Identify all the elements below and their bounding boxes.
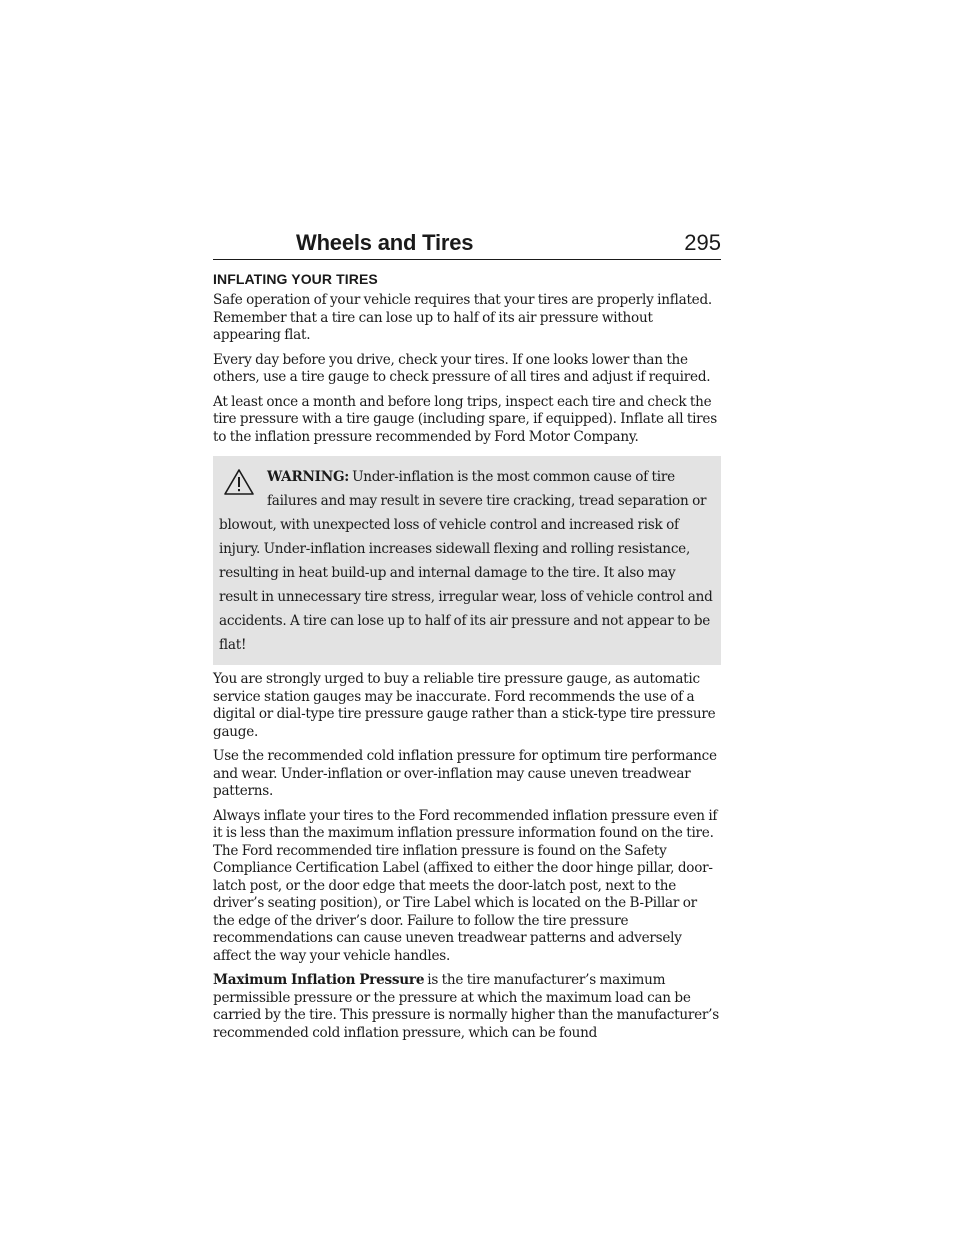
- warning-label: WARNING:: [267, 469, 350, 485]
- warning-box: [213, 456, 721, 665]
- paragraph-maximum-inflation: [213, 972, 721, 1042]
- page-number: 295: [684, 230, 721, 255]
- paragraph-monthly-check: At least once a month and before long trips, inspect each tire and check the tire pressure with a tire gauge (including spare, if equipped). Inflate all tires to the inflation pressure recommended by Ford Motor Company.: [213, 393, 717, 445]
- paragraph-gauge-recommendation: You are strongly urged to buy a reliable tire pressure gauge, as automatic service station gauges may be inaccurate. Ford recommends the use of a digital or dial-type tire pressure gauge rather than a stick-type tire pressure gauge.: [213, 671, 716, 740]
- section-title: Wheels and Tires: [296, 230, 474, 255]
- manual-page: [213, 228, 721, 1049]
- warning-triangle-icon: [223, 468, 255, 496]
- paragraph-recommended-pressure: Always inflate your tires to the Ford recommended inflation pressure even if it is less than the maximum inflation pressure information found on the tire. The Ford recommended tire inflation pressure is found on the Safety Compliance Certification Label (affixed to either the door hinge pillar, door-latch post, or the door edge that meets the door-latch post, next to the driver’s seating position), or Tire Label which is located on the B-Pillar or the edge of the driver’s door. Failure to follow the tire pressure recommendations can cause uneven treadwear patterns and adversely affect the way your vehicle handles.: [213, 807, 718, 964]
- paragraph-daily-check: Every day before you drive, check your tires. If one looks lower than the others, use a tire gauge to check pressure of all tires and adjust if required.: [213, 351, 711, 385]
- warning-text: Under-inflation is the most common cause of tire failures and may result in severe tire cracking, tread separation or blowout, with unexpected loss of vehicle control and increased risk of injury. Under-inflation increases sidewall flexing and rolling resistance, resulting in heat build-up and internal damage to the tire. It also may result in unnecessary tire stress, irregular wear, loss of vehicle control and accidents. A tire can lose up to half of its air pressure and not appear to be flat!: [219, 469, 713, 653]
- definition-text: is the tire manufacturer’s maximum permissible pressure or the pressure at which the maximum load can be carried by the tire. This pressure is normally higher than the manufacturer’s recommended cold inflation pressure, which can be found: [213, 972, 719, 1041]
- paragraph-cold-inflation: Use the recommended cold inflation pressure for optimum tire performance and wear. Under-inflation or over-inflation may cause uneven treadwear patterns.: [213, 748, 717, 799]
- section-heading: INFLATING YOUR TIRES: [213, 271, 378, 287]
- page-header: [213, 228, 721, 260]
- paragraph-proper-inflation: Safe operation of your vehicle requires that your tires are properly inflated. Remember that a tire can lose up to half of its air pressure without appearing flat.: [213, 292, 712, 343]
- definition-term: Maximum Inflation Pressure: [213, 972, 425, 988]
